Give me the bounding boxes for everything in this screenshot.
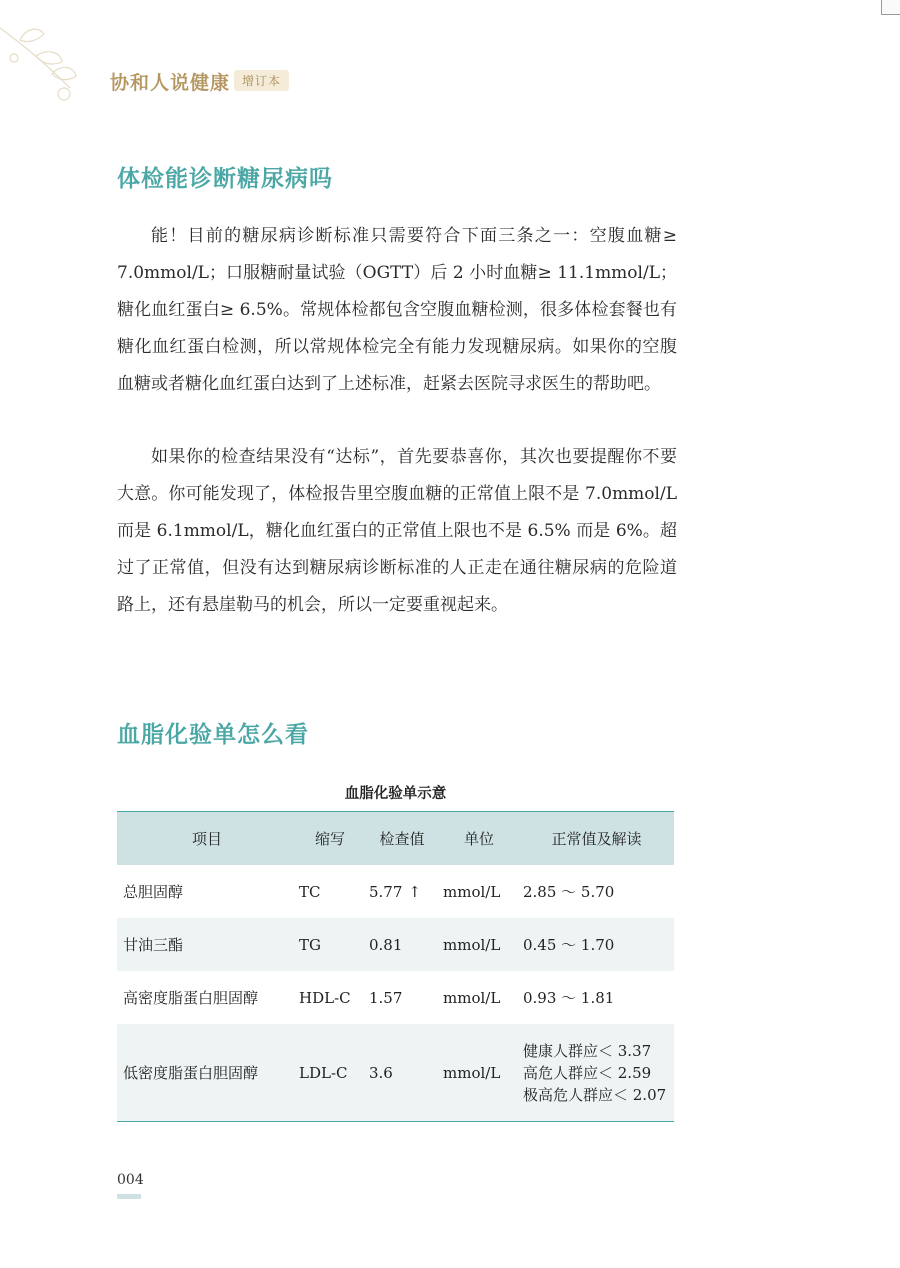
column-header-value: 检查值 — [365, 812, 439, 866]
cell-value: 3.6 — [365, 1024, 439, 1122]
paragraph-diagnosis-criteria: 能！目前的糖尿病诊断标准只需要符合下面三条之一：空腹血糖≥ 7.0mmol/L；口服糖耐量试验（OGTT）后 2 小时血糖≥ 11.1mmol/L；糖化血红蛋白≥ 6.5%。常规体检都包含空腹血糖检测，很多体检套餐也有糖化血红蛋白检测，所以常规体检完全有能力发现糖尿病。如果你的空腹血糖或者糖化血红蛋白达到了上述标准，赶紧去医院寻求医生的帮助吧。 — [117, 226, 677, 394]
cell-item: 总胆固醇 — [123, 883, 184, 901]
floral-ornament-icon — [0, 18, 110, 108]
cell-item: 甘油三酯 — [123, 936, 184, 954]
cell-reference: 0.93 ～ 1.81 — [523, 989, 615, 1007]
cell-unit: mmol/L — [443, 935, 501, 954]
table-row — [117, 865, 674, 918]
column-header-unit: 单位 — [439, 812, 519, 866]
cell-unit: mmol/L — [443, 882, 501, 901]
cell-value: 1.57 — [369, 988, 403, 1007]
column-header-reference: 正常值及解读 — [519, 812, 674, 866]
column-header-abbr: 缩写 — [295, 812, 365, 866]
edition-badge: 增订本 — [234, 70, 289, 91]
section-heading-lipid-report: 血脂化验单怎么看 — [117, 721, 309, 748]
cell-unit: mmol/L — [443, 988, 501, 1007]
book-title: 协和人说健康 — [110, 72, 231, 94]
cell-abbr: HDL-C — [299, 988, 351, 1007]
lipid-lab-table — [117, 811, 674, 1122]
page-corner-mark — [881, 0, 900, 15]
reference-line: 高危人群应＜ 2.59 — [523, 1063, 652, 1082]
cell-abbr: LDL-C — [295, 1024, 365, 1122]
page-number: 004 — [117, 1172, 144, 1188]
cell-abbr: TG — [299, 935, 321, 954]
cell-reference: 2.85 ～ 5.70 — [523, 883, 615, 901]
cell-item: 高密度脂蛋白胆固醇 — [123, 989, 259, 1007]
reference-line: 健康人群应＜ 3.37 — [523, 1041, 652, 1060]
up-arrow-icon: ↑ — [408, 882, 421, 901]
table-header-row — [117, 812, 674, 866]
table-row — [117, 971, 674, 1024]
table-row — [117, 1024, 674, 1122]
column-header-item: 项目 — [117, 812, 295, 866]
table-caption: 血脂化验单示意 — [344, 786, 447, 802]
table-row — [117, 918, 674, 971]
value-text: 5.77 — [369, 882, 403, 901]
paragraph-prediabetes-warning: 如果你的检查结果没有“达标”，首先要恭喜你，其次也要提醒你不要大意。你可能发现了，体检报告里空腹血糖的正常值上限不是 7.0mmol/L 而是 6.1mmol/L，糖化血红蛋白的正常值上限也不是 6.5% 而是 6%。超过了正常值，但没有达到糖尿病诊断标准的人正走在通往糖尿病的危险道路上，还有悬崖勒马的机会，所以一定要重视起来。 — [117, 447, 677, 615]
cell-reference — [519, 1024, 674, 1122]
reference-line: 极高危人群应＜ 2.07 — [523, 1085, 667, 1104]
cell-value: 0.81 — [369, 935, 403, 954]
section-heading-diabetes: 体检能诊断糖尿病吗 — [117, 165, 333, 192]
cell-item: 低密度脂蛋白胆固醇 — [117, 1024, 295, 1122]
cell-reference: 0.45 ～ 1.70 — [523, 936, 615, 954]
cell-abbr: TC — [299, 882, 321, 901]
cell-unit: mmol/L — [439, 1024, 519, 1122]
page-number-underline — [117, 1194, 141, 1199]
cell-value — [365, 865, 439, 918]
